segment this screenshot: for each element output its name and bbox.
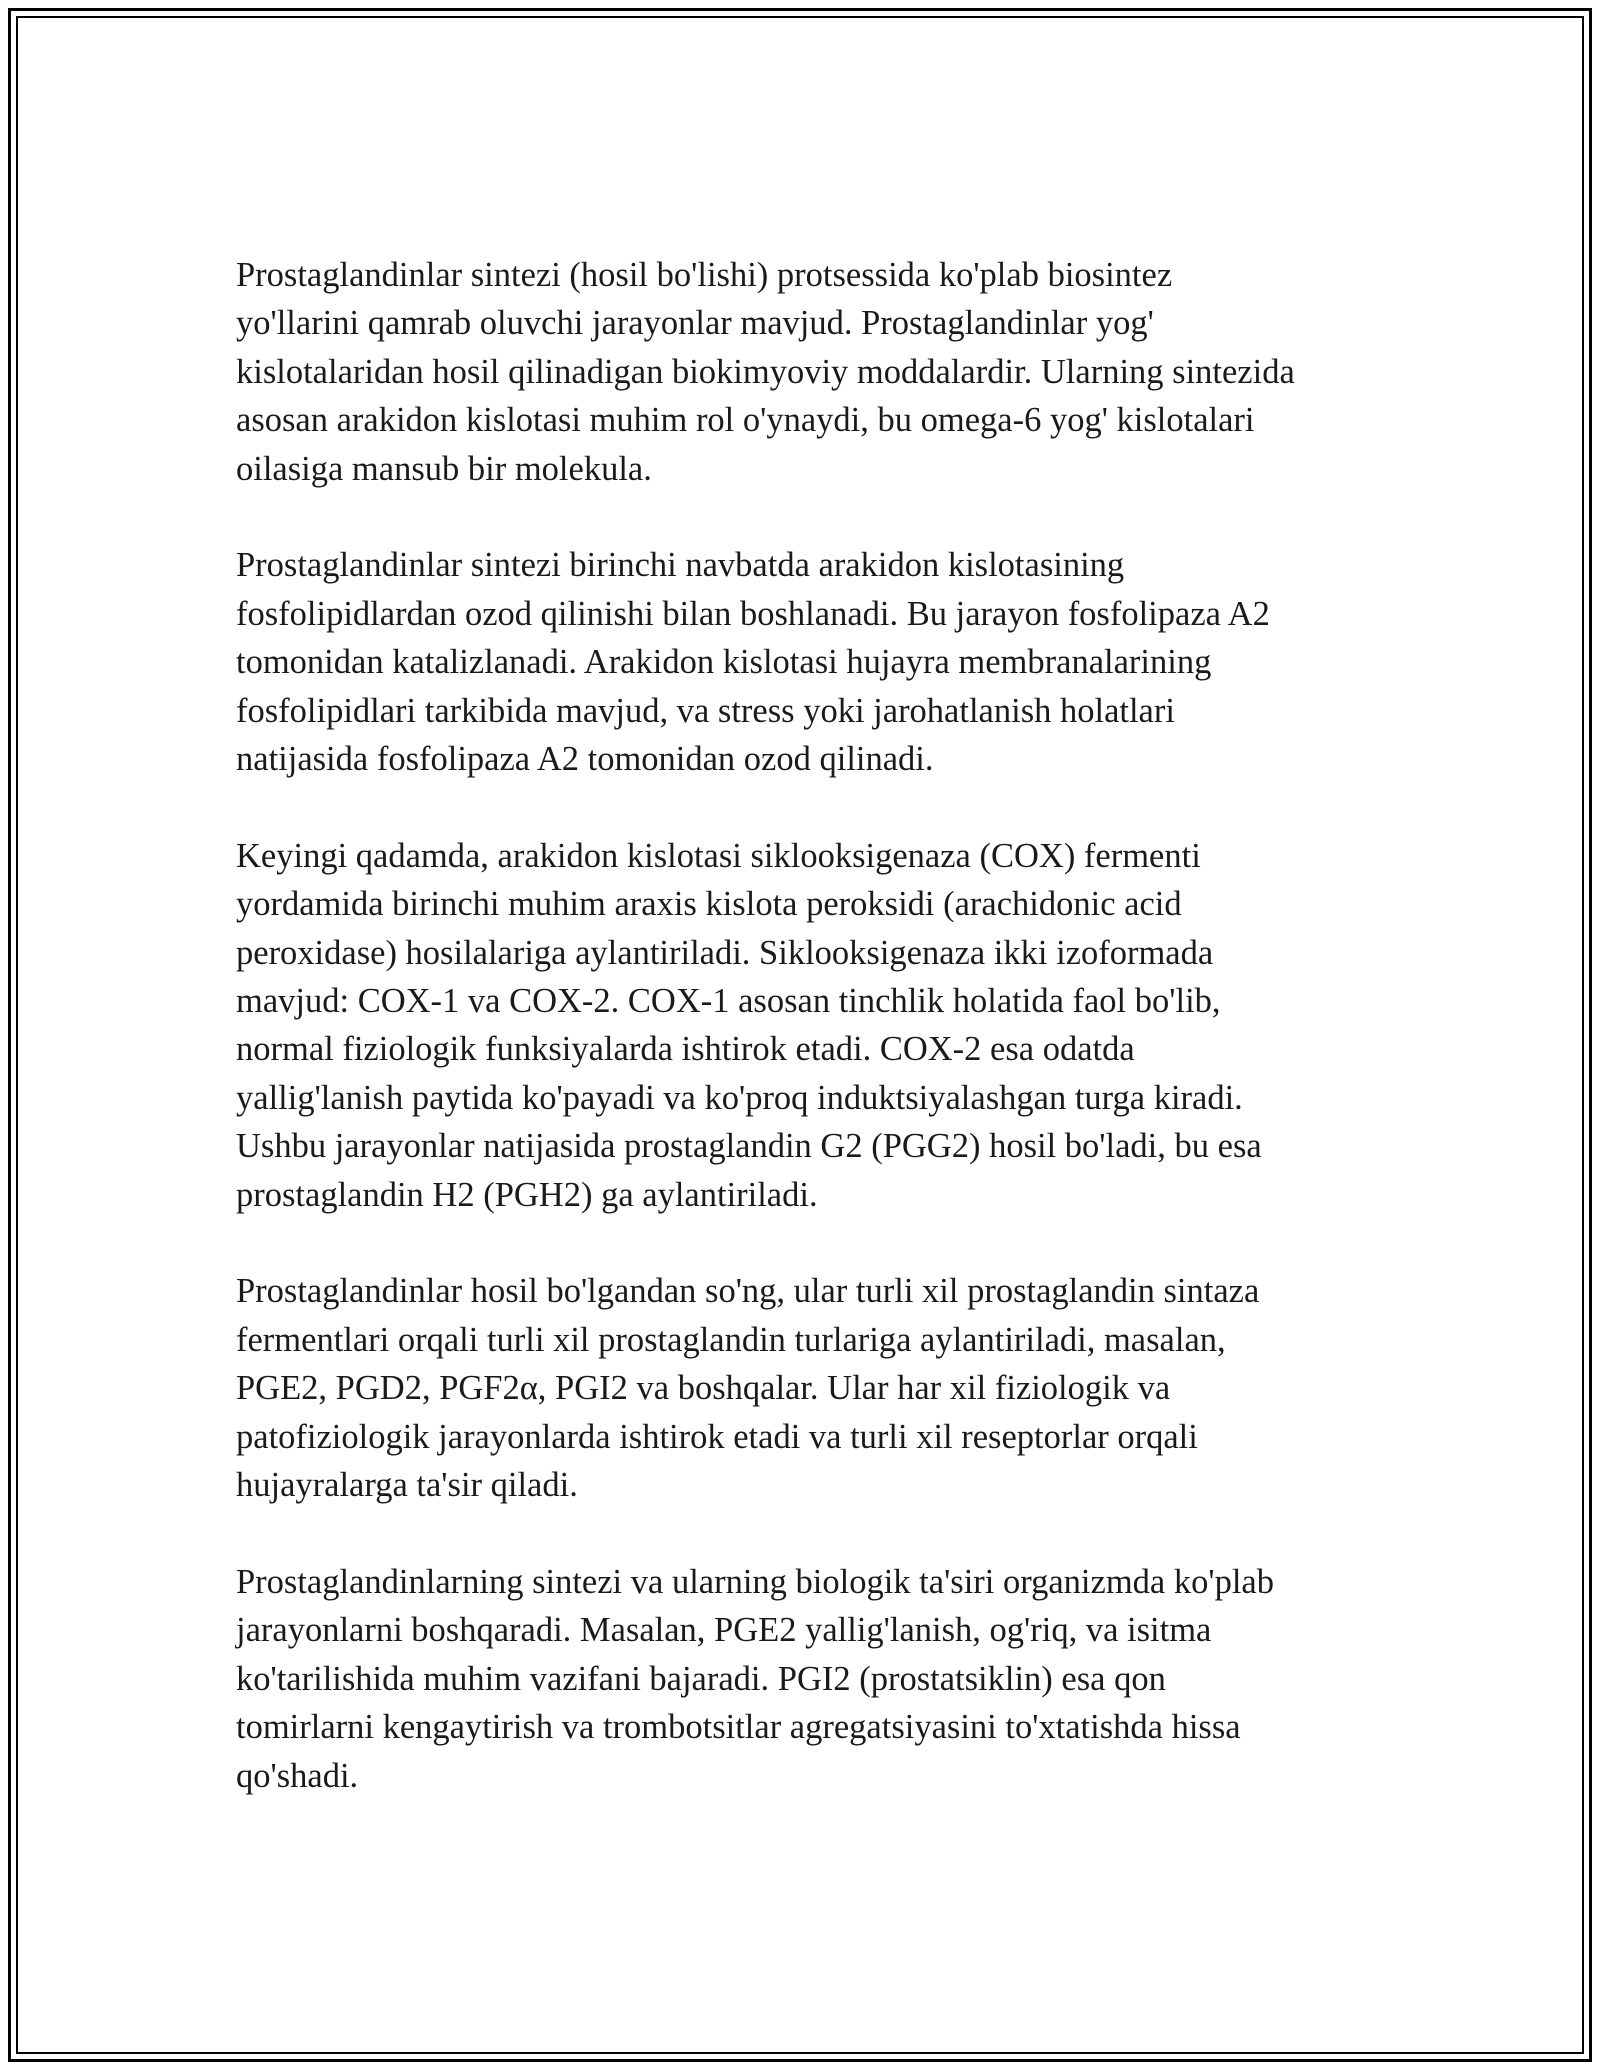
document-body	[236, 251, 1386, 1848]
paragraph-5: Prostaglandinlarning sintezi va ularning biologik ta'siri organizmda ko'plab jarayonlarni boshqaradi. Masalan, PGE2 yallig'lanish, og'riq, va isitma ko'tarilishida muhim vazifani bajaradi. PGI2 (prostatsiklin) esa qon tomirlarni kengaytirish va trombotsitlar agregatsiyasini to'xtatishda hissa qo'shadi.	[236, 1562, 1274, 1795]
paragraph-4: Prostaglandinlar hosil bo'lgandan so'ng, ular turli xil prostaglandin sintaza fermentlari orqali turli xil prostaglandin turlariga aylantiriladi, masalan, PGE2, PGD2, PGF2α, PGI2 va boshqalar. Ular har xil fiziologik va patofiziologik jarayonlarda ishtirok etadi va turli xil reseptorlar orqali hujayralarga ta'sir qiladi.	[236, 1272, 1260, 1505]
paragraph-2: Prostaglandinlar sintezi birinchi navbatda arakidon kislotasining fosfolipidlardan ozod qilinishi bilan boshlanadi. Bu jarayon fosfolipaza A2 tomonidan katalizlanadi. Arakidon kislotasi hujayra membranalarining fosfolipidlari tarkibida mavjud, va stress yoki jarohatlanish holatlari natijasida fosfolipaza A2 tomonidan ozod qilinadi.	[236, 546, 1270, 779]
paragraph-1: Prostaglandinlar sintezi (hosil bo'lishi) protsessida ko'plab biosintez yo'llarini qamrab oluvchi jarayonlar mavjud. Prostaglandinlar yog' kislotalaridan hosil qilinadigan biokimyoviy moddalardir. Ularning sintezida asosan arakidon kislotasi muhim rol o'ynaydi, bu omega-6 yog' kislotalari oilasiga mansub bir molekula.	[236, 256, 1295, 488]
paragraph-3: Keyingi qadamda, arakidon kislotasi siklooksigenaza (COX) fermenti yordamida birinchi muhim araxis kislota peroksidi (arachidonic acid peroxidase) hosilalariga aylantiriladi. Siklooksigenaza ikki izoformada mavjud: COX-1 va COX-2. COX-1 asosan tinchlik holatida faol bo'lib, normal fiziologik funksiyalarda ishtirok etadi. COX-2 esa odatda yallig'lanish paytida ko'payadi va ko'proq induktsiyalashgan turga kiradi. Ushbu jarayonlar natijasida prostaglandin G2 (PGG2) hosil bo'ladi, bu esa prostaglandin H2 (PGH2) ga aylantiriladi.	[236, 836, 1262, 1214]
